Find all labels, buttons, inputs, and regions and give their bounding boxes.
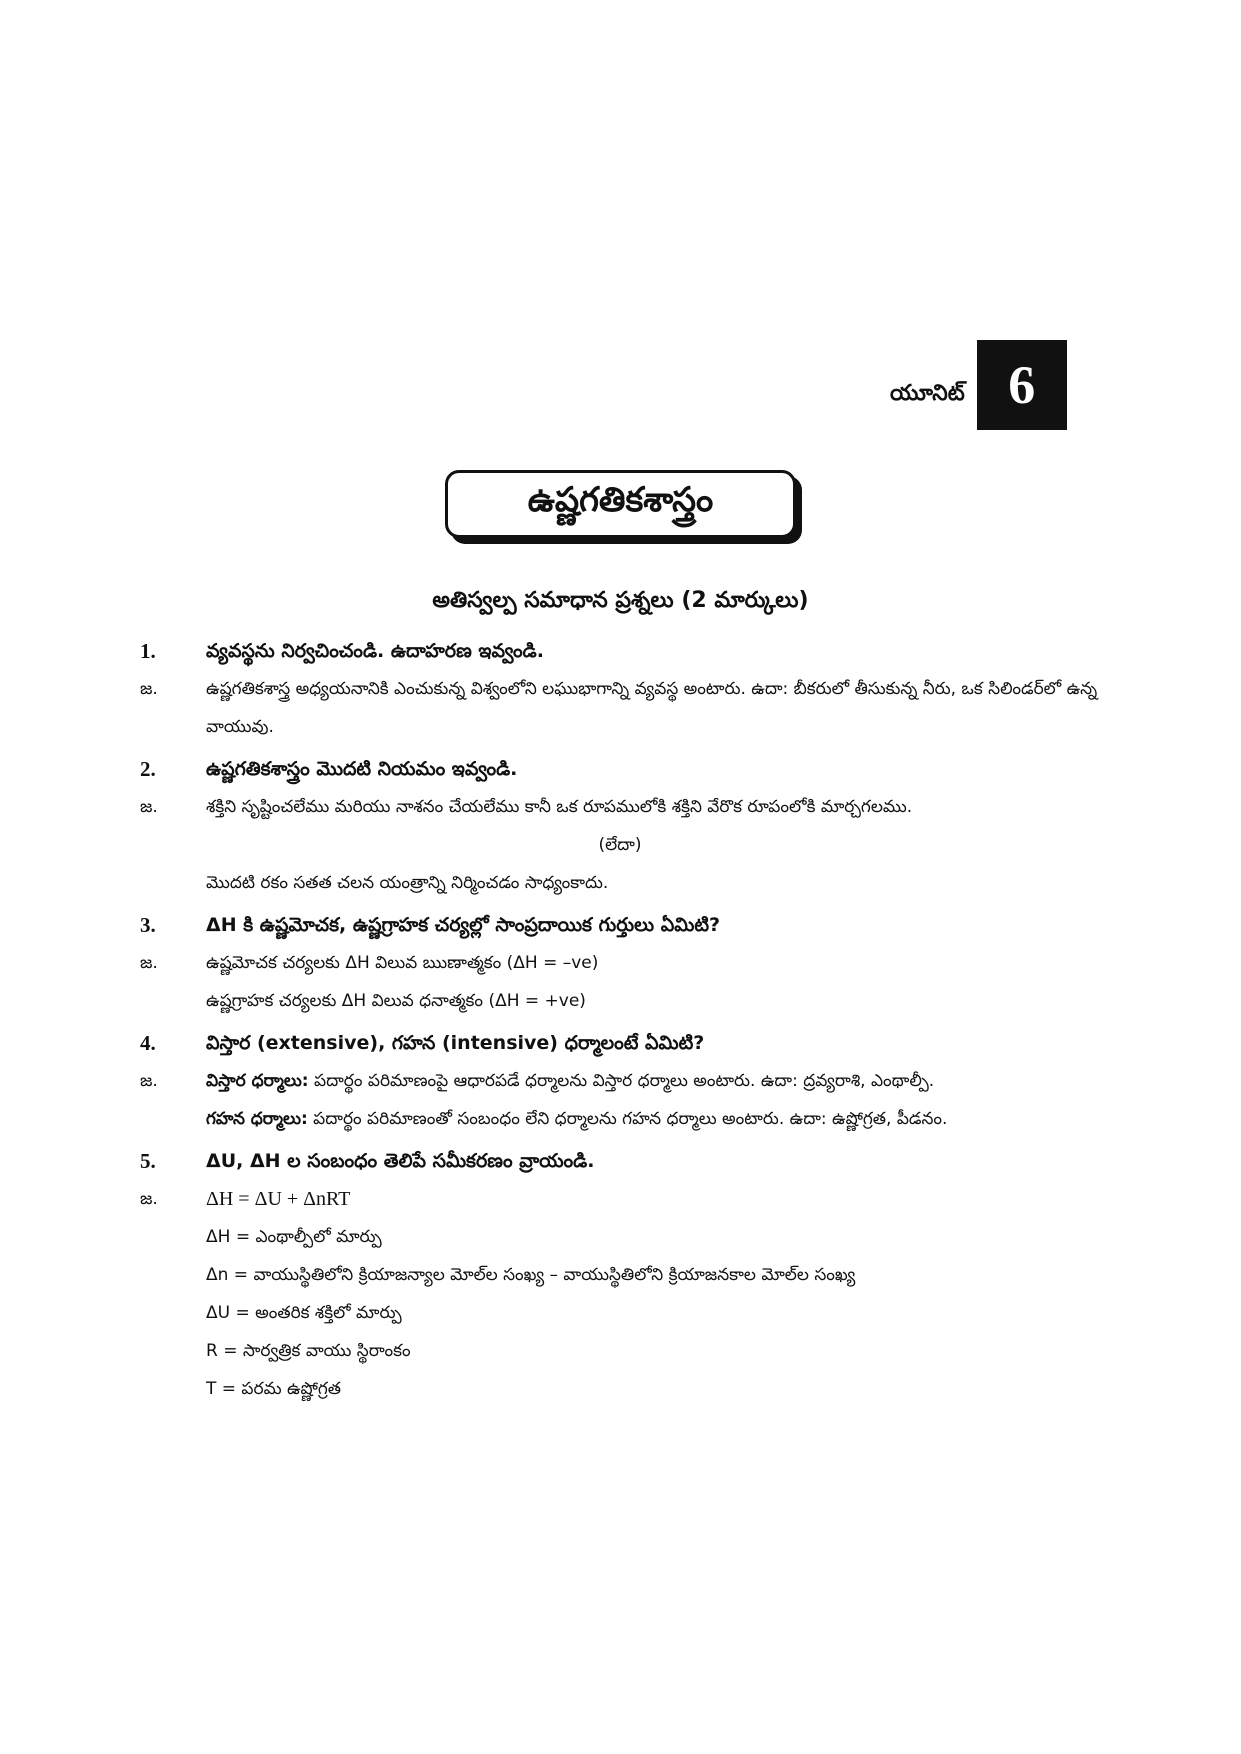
unit-number: 6 (977, 340, 1067, 430)
term-label: గహన ధర్మాలు: (206, 1109, 308, 1129)
answer-4-intensive (140, 1100, 1100, 1138)
definition: Δn = వాయుస్థితిలోని క్రియాజన్యాల మోల్‌ల సంఖ్య – వాయుస్థితిలోని క్రియాజనకాల మోల్‌ల సంఖ్య (206, 1265, 856, 1285)
section-heading: అతిస్వల్ప సమాధాన ప్రశ్నలు (2 మార్కులు) (432, 588, 809, 613)
answer-4 (140, 1062, 1100, 1100)
question-number: 1. (140, 639, 156, 663)
answer-2 (140, 788, 1100, 826)
answer-marker: జ. (140, 1189, 158, 1209)
answer-marker: జ. (140, 797, 158, 817)
question-text: విస్తార (extensive), గహన (intensive) ధర్మాలంటే ఏమిటి? (206, 1032, 705, 1054)
answer-text: ఉష్ణమోచక చర్యలకు ΔH విలువ ఋణాత్మకం (ΔH = –ve) (206, 953, 599, 973)
term-definition: పదార్థం పరిమాణంపై ఆధారపడే ధర్మాలను విస్తార ధర్మాలు అంటారు. ఉదా: ద్రవ్యరాశి, ఎంథాల్పీ. (308, 1071, 935, 1091)
answer-text: శక్తిని సృష్టించలేము మరియు నాశనం చేయలేము కానీ ఒక రూపములోకి శక్తిని వేరొక రూపంలోకి మార్చగలము. (206, 797, 913, 817)
answer-1 (140, 670, 1100, 746)
question-5 (140, 1142, 1100, 1180)
question-2 (140, 750, 1100, 788)
answer-marker: జ. (140, 1071, 158, 1091)
definition: R = సార్వత్రిక వాయు స్థిరాంకం (206, 1341, 411, 1361)
answer-2-alt: మొదటి రకం సతత చలన యంత్రాన్ని నిర్మించడం సాధ్యంకాదు. (206, 873, 609, 893)
term-definition: పదార్థం పరిమాణంతో సంబంధం లేని ధర్మాలను గహన ధర్మాలు అంటారు. ఉదా: ఉష్ణోగ్రత, పీడనం. (307, 1109, 948, 1129)
question-text: ఉష్ణగతికశాస్త్రం మొదటి నియమం ఇవ్వండి. (206, 758, 518, 780)
answer-3-line2: ఉష్ణగ్రాహక చర్యలకు ΔH విలువ ధనాత్మకం (ΔH = +ve) (206, 991, 586, 1011)
question-3 (140, 906, 1100, 944)
answer-marker: జ. (140, 679, 158, 699)
answer-3 (140, 944, 1100, 982)
answer-text (206, 1062, 1100, 1100)
unit-label: యూనిట్ (890, 381, 965, 406)
question-number: 4. (140, 1031, 156, 1055)
or-separator: (లేదా) (598, 835, 642, 855)
question-number: 5. (140, 1149, 156, 1173)
equation: ΔH = ΔU + ΔnRT (206, 1188, 351, 1210)
question-4 (140, 1024, 1100, 1062)
unit-header (890, 340, 1067, 430)
answer-marker: జ. (140, 953, 158, 973)
answer-text: ఉష్ణగతికశాస్త్ర అధ్యయనానికి ఎంచుకున్న విశ్వంలోని లఘుభాగాన్ని వ్యవస్థ అంటారు. ఉదా: బీకరులో తీసుకున్న నీరు, ఒక సిలిండర్‌లో ఉన్న వాయువు. (206, 679, 1098, 737)
definition: T = పరమ ఉష్ణోగ్రత (206, 1379, 342, 1399)
definition: ΔH = ఎంథాల్పీలో మార్పు (206, 1227, 382, 1247)
definition: ΔU = అంతరిక శక్తిలో మార్పు (206, 1303, 402, 1323)
question-text: వ్యవస్థను నిర్వచించండి. ఉదాహరణ ఇవ్వండి. (206, 640, 544, 662)
question-1 (140, 632, 1100, 670)
term-label: విస్తార ధర్మాలు: (206, 1071, 309, 1091)
question-text: ΔH కి ఉష్ణమోచక, ఉష్ణగ్రాహక చర్యల్లో సాంప్రదాయిక గుర్తులు ఏమిటి? (206, 914, 721, 936)
chapter-title: ఉష్ణగతికశాస్త్రం (527, 480, 714, 520)
answer-5 (140, 1180, 1100, 1218)
question-number: 3. (140, 913, 156, 937)
question-number: 2. (140, 757, 156, 781)
chapter-title-box (445, 470, 796, 538)
question-list (140, 628, 1100, 1408)
question-text: ΔU, ΔH ల సంబంధం తెలిపే సమీకరణం వ్రాయండి. (206, 1150, 595, 1172)
